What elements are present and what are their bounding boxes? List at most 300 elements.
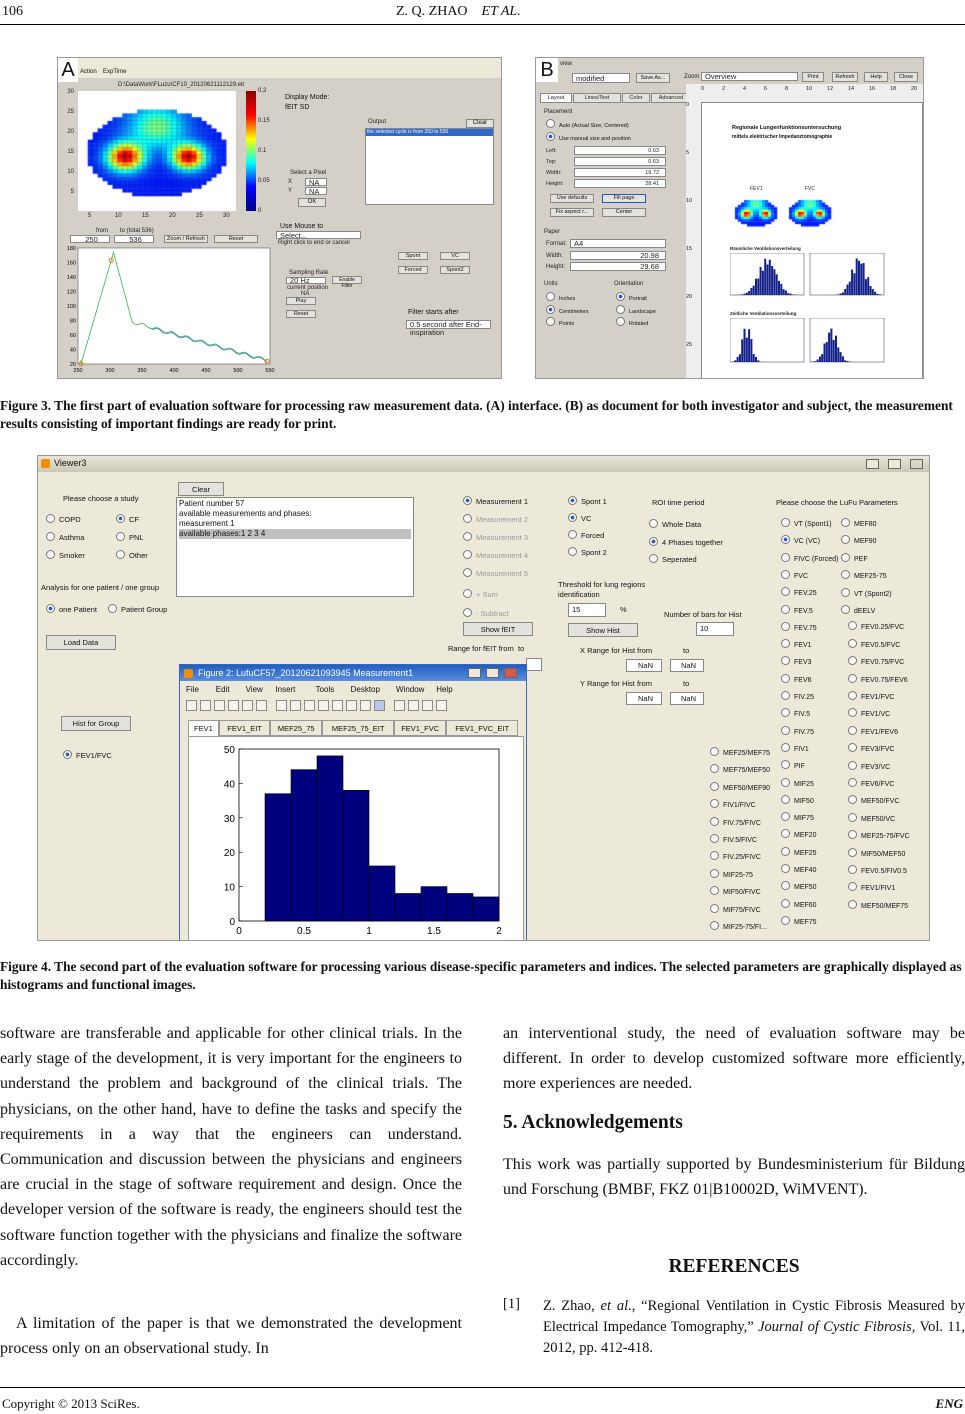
from-field[interactable]: 250 xyxy=(70,235,110,243)
print-tab[interactable]: Advanced xyxy=(651,93,691,103)
mini-hist-bar xyxy=(764,259,766,295)
param-radio[interactable]: FEV3 xyxy=(781,656,812,666)
show-hist-button[interactable]: Show Hist xyxy=(568,623,638,637)
study-radio[interactable]: Smoker xyxy=(46,550,85,560)
mini-hist-bar xyxy=(792,294,794,295)
ruler-top-tick: 20 xyxy=(911,86,918,92)
measurement-radio[interactable]: Measurement 1 xyxy=(463,496,528,506)
mini-hist-bar xyxy=(734,360,736,362)
param-radio[interactable]: FVC xyxy=(781,570,808,580)
col1-paragraph-2: A limitation of the paper is that we demonstrated the development process only on an observational study. In xyxy=(0,1315,462,1358)
enable-filter-button[interactable]: Enable Filter xyxy=(332,276,362,284)
filter-starts-label: Filter starts after xyxy=(408,309,459,316)
load-data-button[interactable]: Load Data xyxy=(46,635,116,650)
figure3-panel-b xyxy=(535,57,924,379)
running-title xyxy=(396,4,521,20)
toolbar-button-icon[interactable] xyxy=(200,700,211,711)
vc-button[interactable]: VC xyxy=(440,252,470,260)
figure2-minimize-icon[interactable] xyxy=(468,668,481,678)
mini-hist-bar xyxy=(824,344,826,362)
landscape-radio[interactable]: Landscape xyxy=(616,305,656,315)
param-radio[interactable]: FIV.75/FIVC xyxy=(710,817,761,827)
figure2-tab[interactable]: MEF25_75_EIT xyxy=(322,720,394,736)
trace-axes-box xyxy=(78,248,270,364)
param-radio[interactable]: FEV6 xyxy=(781,674,812,684)
play-button[interactable]: Play xyxy=(286,297,316,305)
phase-radio[interactable]: VC xyxy=(568,513,591,523)
mini-hist-bar xyxy=(851,270,853,295)
patient-list-item[interactable]: measurement 1 xyxy=(179,519,235,528)
paper-width-field[interactable]: 20.98 xyxy=(570,251,666,260)
ruler-top-tick: 2 xyxy=(722,86,726,92)
reset-play-button[interactable]: Reset xyxy=(286,310,316,318)
colorbar-tick: 0.1 xyxy=(258,148,267,154)
param-radio[interactable]: MEF50/MEF90 xyxy=(710,782,770,792)
ruler-left xyxy=(686,102,700,372)
mini-hist-bar xyxy=(771,266,773,295)
param-radio[interactable]: MIF25 xyxy=(781,778,814,788)
mini-hist-bar xyxy=(853,273,855,295)
param-radio[interactable]: MEF25 xyxy=(781,847,817,857)
figure2-menu-item[interactable]: Insert xyxy=(275,685,296,694)
help-button[interactable]: Help xyxy=(864,72,888,82)
forced-button[interactable]: Forced xyxy=(398,266,428,274)
sampling-rate-field[interactable]: 20 Hz xyxy=(286,277,326,284)
print-preview-title: view xyxy=(560,61,573,67)
figure2-close-icon[interactable] xyxy=(504,668,517,678)
heatmap-image[interactable] xyxy=(78,91,236,211)
figure2-menu-item[interactable]: File xyxy=(186,685,199,694)
heatmap-x-tick: 10 xyxy=(115,213,122,219)
patient-list-item[interactable]: available measurements and phases: xyxy=(179,509,312,518)
paper-label: Paper xyxy=(544,229,561,235)
viewer-titlebar xyxy=(38,456,930,472)
format-dropdown[interactable]: A4 xyxy=(570,239,666,248)
use-mouse-label: Use Mouse to xyxy=(280,223,324,230)
figure2-window xyxy=(179,664,527,941)
param-radio[interactable]: FEV.25 xyxy=(781,587,817,597)
param-radio[interactable]: FEV1/FIV1 xyxy=(848,882,895,892)
mini-hist-bar xyxy=(870,286,872,295)
histogram-y-tick-label: 10 xyxy=(223,882,235,894)
ack-heading: 5. Acknowledgements xyxy=(503,1112,683,1133)
auto-radio[interactable]: Auto (Actual Size, Centered) xyxy=(546,119,629,129)
mini-hist-axes xyxy=(730,318,804,362)
mini-hist-bar xyxy=(746,338,748,362)
figure2-menu-item[interactable]: Edit xyxy=(215,685,230,694)
mini-hist-bar xyxy=(748,291,750,295)
viewer-title: Viewer3 xyxy=(54,458,87,468)
param-radio[interactable]: PEF xyxy=(841,553,868,563)
toolbar-button-icon[interactable] xyxy=(422,700,433,711)
num-bars-label: Number of bars for Hist xyxy=(664,610,742,619)
mini-hist-bar xyxy=(739,354,741,362)
range-feit-to-field[interactable] xyxy=(526,658,542,671)
trace-x-tick: 350 xyxy=(137,368,147,374)
print-tab[interactable]: Color xyxy=(622,93,650,103)
study-radio[interactable]: PNL xyxy=(116,532,144,542)
ref1-details: , Vol. 11, 2012, pp. 412-418. xyxy=(543,1319,965,1356)
param-radio[interactable]: FIV1 xyxy=(781,743,809,753)
colorbar-ticks xyxy=(258,88,280,214)
impedance-trace-plot[interactable] xyxy=(58,244,278,378)
mini-hist-bar xyxy=(755,279,757,295)
print-tab[interactable]: Lines/Text xyxy=(573,93,621,103)
filter-dropdown[interactable]: 0.5 second after End-inspiration xyxy=(406,320,491,329)
heatmap-x-tick: 5 xyxy=(88,213,92,219)
param-radio[interactable]: FEV3/VC xyxy=(848,761,890,771)
ruler-top-tick: 18 xyxy=(890,86,897,92)
trace-y-tick: 120 xyxy=(66,289,76,296)
choose-params-label: Please choose the LuFu Parameters xyxy=(776,498,898,507)
param-radio[interactable]: MEF50/FVC xyxy=(848,795,900,805)
fill-page-button[interactable]: Fill page xyxy=(602,194,646,203)
doc-fvc-label: FVC xyxy=(805,186,815,192)
patient-info-list[interactable] xyxy=(176,497,414,597)
x-range-to-label: to xyxy=(683,646,690,655)
param-radio[interactable]: MEF75 xyxy=(781,916,817,926)
rotated-radio[interactable]: Rotated xyxy=(616,317,648,327)
param-radio[interactable]: FIV.25 xyxy=(781,691,814,701)
mini-hist-bar xyxy=(757,278,759,295)
ruler-top-tick: 10 xyxy=(806,86,813,92)
center-button[interactable]: Center xyxy=(602,208,646,217)
ruler-top-tick: 14 xyxy=(848,86,855,92)
clear-output-button[interactable]: Clear xyxy=(466,119,494,128)
ok-button[interactable]: OK xyxy=(298,198,326,207)
pixel-y-field[interactable]: NA xyxy=(305,187,327,195)
param-radio[interactable]: FIV.25/FIVC xyxy=(710,851,761,861)
phase-radio[interactable]: Spont 1 xyxy=(568,496,607,506)
x-range-from-field[interactable]: NaN xyxy=(626,659,662,672)
threshold-field[interactable]: 15 xyxy=(568,603,606,617)
fev1-fvc-radio[interactable]: FEV1/FVC xyxy=(63,750,112,760)
toolbar-button-icon[interactable] xyxy=(374,700,385,711)
select-pixel-label: Select a Pixel xyxy=(290,170,327,176)
range-feit-label: Range for fEIT from xyxy=(448,644,514,653)
measurement-radio[interactable]: Measurement 3 xyxy=(463,532,528,542)
figure2-maximize-icon[interactable] xyxy=(486,668,499,678)
toolbar-button-icon[interactable] xyxy=(228,700,239,711)
trace-y-tick: 100 xyxy=(66,304,76,310)
y-range-to-field[interactable]: NaN xyxy=(670,692,704,705)
figure2-tab[interactable]: FEV1_FVC xyxy=(394,720,446,736)
mini-hist-bar xyxy=(785,291,787,295)
points-radio[interactable]: Points xyxy=(546,317,574,327)
mini-hist-bar xyxy=(762,271,764,295)
whole-data-radio[interactable]: Whole Data xyxy=(649,519,701,529)
param-radio[interactable]: MIF50/MEF50 xyxy=(848,848,905,858)
figure2-menu-item[interactable]: Tools xyxy=(315,685,335,694)
minimize-icon[interactable] xyxy=(866,459,879,469)
param-radio[interactable]: FEV1/FVC xyxy=(848,691,894,701)
patient-group-radio[interactable]: Patient Group xyxy=(108,604,167,614)
close-button[interactable]: Close xyxy=(894,72,918,82)
placement-field[interactable]: 19.72 xyxy=(574,168,666,177)
mini-hist-bar xyxy=(821,354,823,362)
portrait-radio[interactable]: Portrait xyxy=(616,292,647,302)
print-tab[interactable]: Layout xyxy=(540,93,572,103)
mini-hist-bar xyxy=(741,339,743,362)
x-range-label: X Range for Hist from xyxy=(580,646,653,655)
param-radio[interactable]: FIV.5/FIVC xyxy=(710,834,757,844)
one-patient-radio[interactable]: one Patient xyxy=(46,604,97,614)
centimeters-radio[interactable]: Centimeters xyxy=(546,305,589,315)
colorbar-tick: 0.15 xyxy=(258,118,270,124)
preview-page xyxy=(701,102,923,379)
mini-hist-bar xyxy=(842,356,844,362)
toolbar-button-icon[interactable] xyxy=(290,700,301,711)
param-radio[interactable]: MIF50 xyxy=(781,795,814,805)
figure2-menu-item[interactable]: Desktop xyxy=(350,685,380,694)
toolbar-button-icon[interactable] xyxy=(242,700,253,711)
maximize-icon[interactable] xyxy=(888,459,901,469)
manual-radio[interactable]: Use manual size and position xyxy=(546,132,631,142)
toolbar-button-icon[interactable] xyxy=(394,700,405,711)
pixel-x-field[interactable]: NA xyxy=(305,178,327,186)
figure2-menu-item[interactable]: Help xyxy=(436,685,453,694)
mouse-select-dropdown[interactable]: Select... xyxy=(276,231,361,239)
histogram-bar xyxy=(369,866,395,921)
param-radio[interactable]: FIVC (Forced) xyxy=(781,553,838,563)
units-label: Units xyxy=(544,281,558,287)
threshold-label: Threshold for lung regions identification xyxy=(558,580,646,599)
param-radio[interactable]: FEV0.5/FIV0.5 xyxy=(848,865,907,875)
mini-hist-bar xyxy=(847,361,849,362)
toolbar-button-icon[interactable] xyxy=(436,700,447,711)
colorbar xyxy=(246,91,256,211)
histogram-bar xyxy=(473,897,499,921)
param-radio[interactable]: MEF50/VC xyxy=(848,813,895,823)
mini-hist-bar xyxy=(814,361,816,362)
ruler-left-tick: 0 xyxy=(686,102,690,108)
measurement-radio[interactable]: Measurement 2 xyxy=(463,514,528,524)
col1-paragraph-1: software are transferable and applicable for other clinical trials. In the early stage of the development, it is very important for the engineers to understand the problem and background of the clinical trials. The physicians, on the other hand, have to define the tasks and specify the requirements in a way that the engineers can understand. Communication and discussion between the physicians and engineers are crucial in the stage of software requirement and design. Once the developer version of the software is ready, the engineers should test the software function together with the physicians and finalize the software accordingly. xyxy=(0,1025,462,1269)
param-radio[interactable]: MEF25-75 xyxy=(841,570,887,580)
histogram-bar xyxy=(421,887,447,921)
mini-hist-bar xyxy=(874,292,876,295)
param-radio[interactable]: MIF75 xyxy=(781,812,814,822)
show-feit-button[interactable]: Show fEIT xyxy=(463,622,533,636)
toolbar-button-icon[interactable] xyxy=(304,700,315,711)
toolbar-button-icon[interactable] xyxy=(318,700,329,711)
doc-title-2: mittels elektrischer Impedanztomographie xyxy=(732,134,833,140)
ruler-left-tick: 5 xyxy=(686,150,690,156)
patient-list-item[interactable]: available phases:1 2 3 4 xyxy=(179,529,411,539)
param-radio[interactable]: FEV0.25/FVC xyxy=(848,621,904,631)
param-radio[interactable]: FEV.75 xyxy=(781,622,817,632)
figure2-plot-panel xyxy=(188,736,524,941)
param-radio[interactable]: MEF25/MEF75 xyxy=(710,747,770,757)
clear-button[interactable]: Clear xyxy=(178,482,224,496)
study-radio[interactable]: Other xyxy=(116,550,148,560)
toolbar-button-icon[interactable] xyxy=(276,700,287,711)
placement-field[interactable]: 28.41 xyxy=(574,179,666,188)
toolbar-button-icon[interactable] xyxy=(360,700,371,711)
col2-paragraph-1: an interventional study, the need of evaluation software may be different. In order to develop customized software more efficiently, more experiences are needed. xyxy=(503,1025,965,1093)
mini-hist-bar xyxy=(773,269,775,295)
mini-hist-bar xyxy=(744,329,746,362)
doc-temporal-dist-label: Zeitliche Ventilationsverteilung xyxy=(730,311,797,316)
study-radio[interactable]: COPD xyxy=(46,514,81,524)
param-radio[interactable]: MEF25-75/FVC xyxy=(848,830,910,840)
mini-hist-bar xyxy=(826,342,828,362)
param-radio[interactable]: VT (Spont2) xyxy=(841,588,892,598)
orientation-label: Orientation xyxy=(614,281,644,287)
histogram-y-tick-label: 50 xyxy=(223,745,235,756)
figure2-tab[interactable]: FEV1_FVC_EIT xyxy=(446,720,518,736)
figure3-panel-a xyxy=(57,57,502,379)
settings-dropdown[interactable]: modified xyxy=(572,73,630,83)
reference-1[interactable] xyxy=(543,1296,965,1359)
placement-field[interactable]: 0.63 xyxy=(574,146,666,155)
mini-hist-bar xyxy=(858,261,860,295)
toolbar-button-icon[interactable] xyxy=(332,700,343,711)
heatmap-x-tick: 25 xyxy=(196,213,203,219)
paper-height-field[interactable]: 29.68 xyxy=(570,262,666,271)
figure2-menu-item[interactable]: Window xyxy=(396,685,425,694)
four-phases-radio[interactable]: 4 Phases together xyxy=(649,537,723,547)
param-radio[interactable]: FEV0.5/FVC xyxy=(848,639,900,649)
heatmap-x-tick: 15 xyxy=(142,213,149,219)
refresh-button[interactable]: Refresh xyxy=(832,72,858,82)
param-radio[interactable]: MEF90 xyxy=(841,535,877,545)
mini-hist-bar xyxy=(828,333,830,362)
param-radio[interactable]: MEF50/MEF75 xyxy=(848,900,908,910)
toolbar-button-icon[interactable] xyxy=(256,700,267,711)
param-radio[interactable]: VC (VC) xyxy=(781,535,820,545)
toolbar-button-icon[interactable] xyxy=(346,700,357,711)
param-radio[interactable]: FIV.75 xyxy=(781,726,814,736)
save-as-button[interactable]: Save As... xyxy=(636,73,670,83)
ref1-journal: Journal of Cystic Fibrosis xyxy=(758,1319,912,1335)
from-label: from xyxy=(96,228,108,234)
trace-y-tick: 40 xyxy=(69,347,76,354)
fix-aspect-button[interactable]: Fix aspect r... xyxy=(550,208,594,217)
param-radio[interactable]: FEV1/FEV6 xyxy=(848,726,898,736)
doc-spatial-dist-label: Räumliche Ventilationsverteilung xyxy=(730,246,801,251)
trace-y-tick: 160 xyxy=(66,260,76,267)
mini-hist-bar xyxy=(844,289,846,295)
separated-radio[interactable]: Seperated xyxy=(649,554,697,564)
toolbar-button-icon[interactable] xyxy=(408,700,419,711)
num-bars-field[interactable]: 10 xyxy=(696,622,734,636)
param-radio[interactable]: FIV1/FIVC xyxy=(710,799,756,809)
menu-action[interactable]: Action xyxy=(80,69,97,75)
panel-label-b: B xyxy=(536,58,558,82)
param-radio[interactable]: MEF20 xyxy=(781,829,817,839)
mini-hist-bar xyxy=(842,292,844,295)
param-radio[interactable]: MEF40 xyxy=(781,864,817,874)
toolbar-button-icon[interactable] xyxy=(186,700,197,711)
param-radio[interactable]: FEV0.75/FVC xyxy=(848,656,904,666)
menu-exptime[interactable]: ExpTime xyxy=(103,69,127,75)
spont2-button[interactable]: Spont2 xyxy=(440,266,470,274)
param-radio[interactable]: VT (Spont1) xyxy=(781,518,832,528)
y-range-from-field[interactable]: NaN xyxy=(626,692,662,705)
fev1-histogram[interactable] xyxy=(189,737,523,940)
mini-hist-bar xyxy=(790,294,792,295)
param-radio[interactable]: FEV1/VC xyxy=(848,708,890,718)
spont-button[interactable]: Spont xyxy=(398,252,428,260)
param-radio[interactable]: FEV1 xyxy=(781,639,812,649)
study-radio[interactable]: Asthma xyxy=(46,532,84,542)
ref1-number: [1] xyxy=(503,1296,520,1312)
measurement-radio[interactable]: Measurement 4 xyxy=(463,550,528,560)
figure2-tab[interactable]: MEF25_75 xyxy=(270,720,322,736)
param-radio[interactable]: dEELV xyxy=(841,605,875,615)
measurement-radio[interactable]: Measurement 5 xyxy=(463,568,528,578)
figure2-menu-item[interactable]: View xyxy=(245,685,263,694)
param-radio[interactable]: MEF75/MEF50 xyxy=(710,764,770,774)
doc-title-1: Regionale Lungenfunktionsuntersuchung xyxy=(732,125,842,131)
param-radio[interactable]: PIF xyxy=(781,760,805,770)
param-radio[interactable]: MIF25-75/FI... xyxy=(710,921,767,931)
histogram-bar xyxy=(291,770,317,921)
hist-for-group-button[interactable]: Hist for Group xyxy=(61,716,131,731)
heatmap-y-tick: 5 xyxy=(70,189,74,195)
heatmap-y-tick: 20 xyxy=(67,129,74,135)
zoom-refresh-button[interactable]: Zoom / Refresh xyxy=(164,235,208,243)
param-radio[interactable]: FEV6/FVC xyxy=(848,778,894,788)
param-radio[interactable]: MIF50/FIVC xyxy=(710,886,761,896)
mini-hist-bar xyxy=(744,294,746,295)
param-radio[interactable]: MEF60 xyxy=(781,899,817,909)
panel-label-a: A xyxy=(58,58,78,82)
param-radio[interactable]: FEV.5 xyxy=(781,605,813,615)
reset-button[interactable]: Reset xyxy=(214,235,258,243)
param-radio[interactable]: MIF25-75 xyxy=(710,869,753,879)
study-radio[interactable]: CF xyxy=(116,514,139,524)
param-radio[interactable]: FIV.5 xyxy=(781,708,810,718)
param-radio[interactable]: MEF50 xyxy=(781,881,817,891)
use-defaults-button[interactable]: Use defaults xyxy=(550,194,594,203)
header-rule xyxy=(0,24,965,25)
phase-radio[interactable]: Spont 2 xyxy=(568,547,607,557)
inches-radio[interactable]: Inches xyxy=(546,292,575,302)
param-radio[interactable]: FEV0.75/FEV6 xyxy=(848,674,908,684)
param-radio[interactable]: MIF75/FIVC xyxy=(710,904,761,914)
param-radio[interactable]: FEV3/FVC xyxy=(848,743,894,753)
figure2-tab[interactable]: FEV1 xyxy=(188,720,219,736)
ref1-etal: et al. xyxy=(600,1298,632,1314)
toolbar-button-icon[interactable] xyxy=(214,700,225,711)
footer-rule xyxy=(0,1387,965,1388)
mini-hist-bar xyxy=(819,356,821,362)
print-button[interactable]: Print xyxy=(802,72,824,82)
phase-radio[interactable]: Forced xyxy=(568,530,604,540)
to-field[interactable]: 536 xyxy=(114,235,154,243)
ref1-title: , “Regional Ventilation in Cystic Fibrosis Measured by Electrical Impedance Tomography,” xyxy=(543,1298,965,1335)
doc-spatial-histograms xyxy=(730,253,890,301)
x-range-to-field[interactable]: NaN xyxy=(670,659,704,672)
running-title-authors: Z. Q. ZHAO xyxy=(396,4,468,19)
figure2-tab[interactable]: FEV1_EIT xyxy=(219,720,271,736)
subtract-radio[interactable]: - Subtract xyxy=(463,608,509,618)
placement-field[interactable]: 0.63 xyxy=(574,157,666,166)
mini-hist-bar xyxy=(750,288,752,295)
sum-radio[interactable]: + Sum xyxy=(463,589,498,599)
zoom-label: Zoom xyxy=(684,74,700,80)
param-radio[interactable]: MEF80 xyxy=(841,518,877,528)
colorbar-tick: 0 xyxy=(258,208,262,214)
format-label: Format: xyxy=(546,241,567,247)
close-icon[interactable] xyxy=(910,459,923,469)
mini-hist-bar xyxy=(753,354,755,362)
zoom-dropdown[interactable]: Overview xyxy=(701,72,798,81)
mini-hist-axes xyxy=(810,318,884,362)
patient-list-item[interactable]: Patient number 57 xyxy=(179,499,245,508)
